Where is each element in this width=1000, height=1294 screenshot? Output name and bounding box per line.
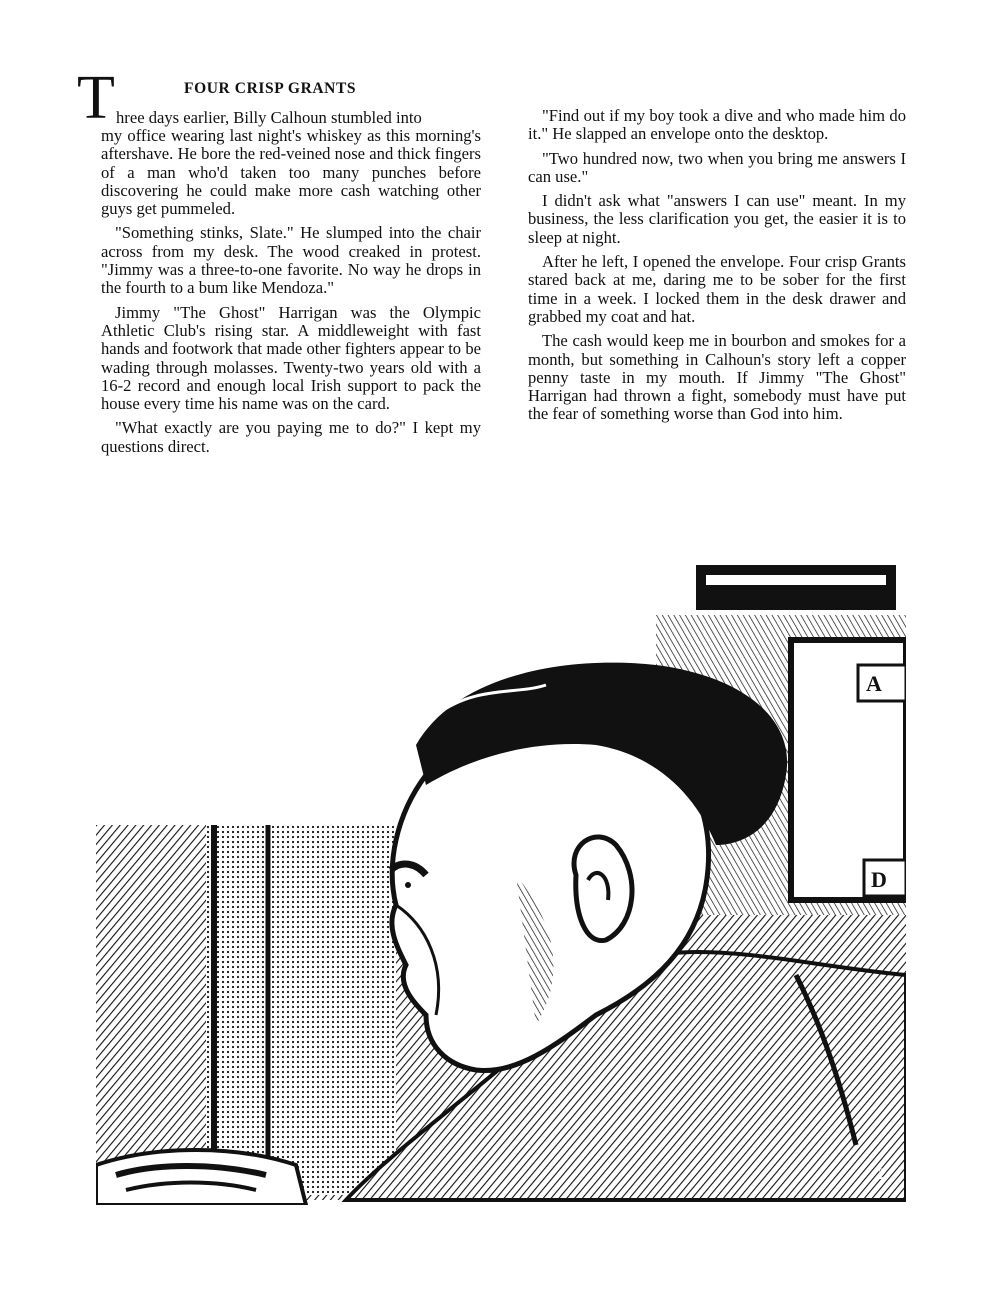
paragraph-7: I didn't ask what "answers I can use" meant. In my business, the less clarification you get, the easier it is to sleep at night. xyxy=(528,191,906,247)
paragraph-6: "Two hundred now, two when you bring me answers I can use." xyxy=(528,148,906,186)
page-number: 2 xyxy=(878,1166,886,1183)
drop-cap: T xyxy=(77,64,115,132)
paragraph-3: Jimmy "The Ghost" Harrigan was the Olympic Athletic Club's rising star. A middleweight with fast hands and footwork that made other fighters appear to be wading through molasses. Twenty-two years old with a 16-2 record and enough local Irish support to pack the house every time his name was on the card. xyxy=(101,302,481,414)
paragraph-2: "Something stinks, Slate." He slumped into the chair across from my desk. The wood creaked in protest. "Jimmy was a three-to-one favorite. No way he drops in the fourth to a bum like Mendoza." xyxy=(101,223,481,298)
sign-d-text: D xyxy=(871,867,887,892)
books-stack xyxy=(696,565,896,610)
ear xyxy=(574,837,632,941)
sign-a-text: A xyxy=(866,671,882,696)
newspaper xyxy=(96,1150,306,1205)
left-column xyxy=(101,127,481,462)
paragraph-5: "Find out if my boy took a dive and who made him do it." He slapped an envelope onto the desktop. xyxy=(528,106,906,144)
paragraph-8: After he left, I opened the envelope. Four crisp Grants stared back at me, daring me to be sober for the first time in a week. I locked them in the desk drawer and grabbed my coat and hat. xyxy=(528,252,906,326)
paragraph-1: my office wearing last night's whiskey as this morning's aftershave. He bore the red-veined nose and thick fingers of a man who'd taken too many punches before discovering he could make more cash watching other guys get pummeled. xyxy=(101,126,481,219)
ink-illustration xyxy=(96,545,906,1205)
eye xyxy=(405,882,411,888)
paragraph-9: The cash would keep me in bourbon and smokes for a month, but something in Calhoun's story left a copper penny taste in my mouth. If Jimmy "The Ghost" Harrigan had thrown a fight, somebody must have put the fear of something worse than God into him. xyxy=(528,331,906,424)
story-title: FOUR CRISP GRANTS xyxy=(184,80,357,97)
paragraph-4: "What exactly are you paying me to do?" I kept my questions direct. xyxy=(101,418,481,456)
window-pane xyxy=(206,825,396,1195)
right-column xyxy=(528,107,906,430)
lead-line: hree days earlier, Billy Calhoun stumbled into xyxy=(116,108,422,127)
